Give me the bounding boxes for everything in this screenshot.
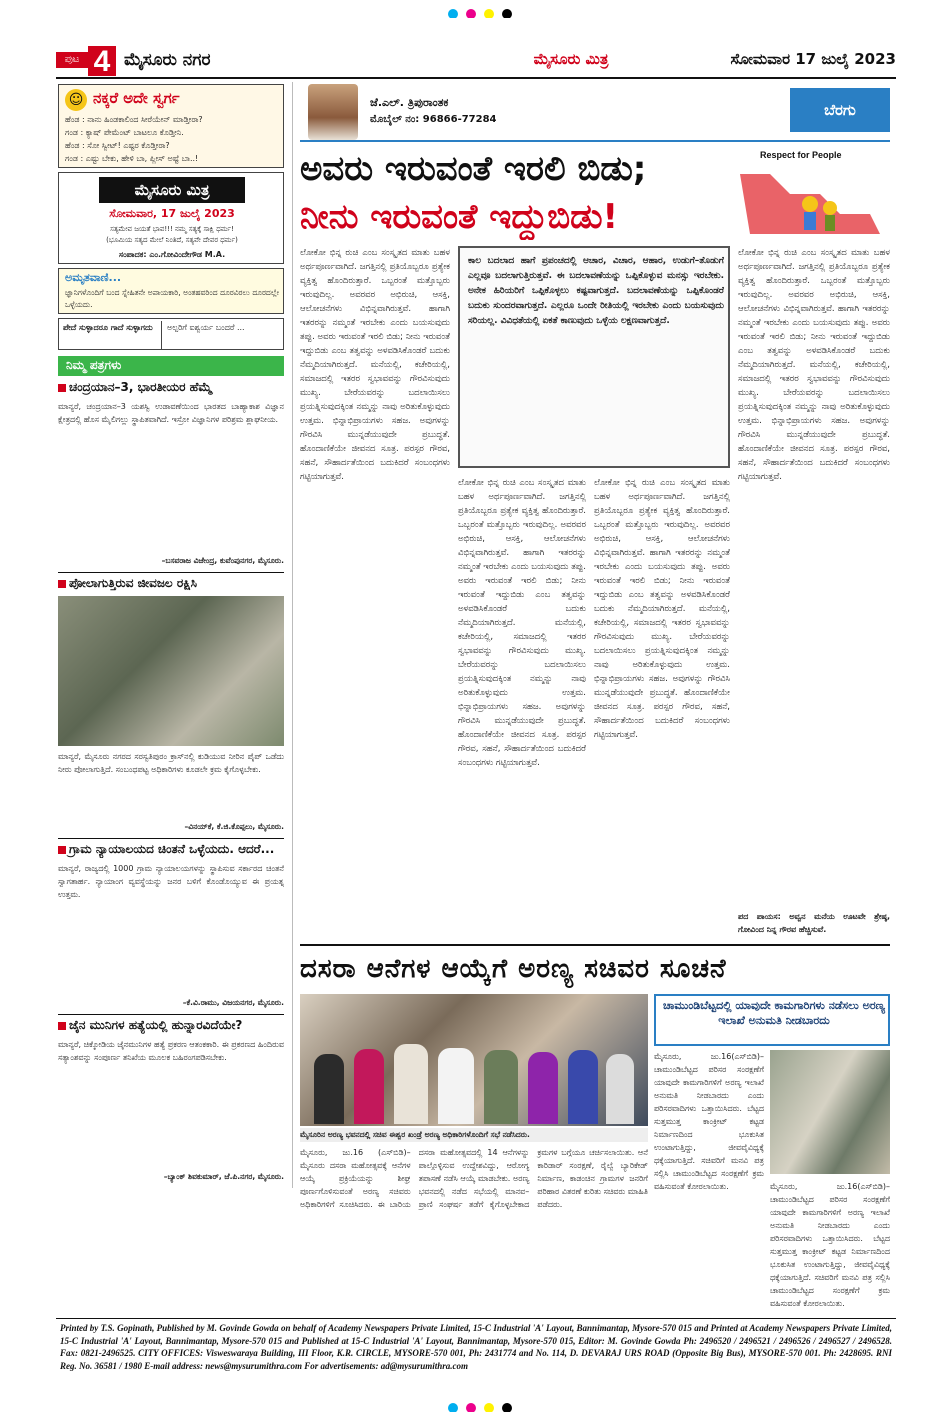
people-row [314, 1044, 634, 1124]
proverb-box [58, 318, 284, 350]
news-caption: ಮೈಸೂರಿನ ಅರಣ್ಯ ಭವನದಲ್ಲಿ ಸಚಿವ ಈಶ್ವರ ಖಂಡ್ರೆ ಅರಣ್ಯ ಅಧಿಕಾರಿಗಳೊಂದಿಗೆ ಸಭೆ ನಡೆಸಿದರು. [300, 1128, 648, 1142]
letter-sign: –ಬ್ಯಾಂಕ್ ಶಿವಕುಮಾರ್, ಜೆ.ಪಿ.ನಗರ, ಮೈಸೂರು. [163, 1172, 284, 1181]
masthead-editor: ಸಂಪಾದಕ: ಎಂ.ಗೋವಿಂದೇಗೌಡ M.A. [118, 250, 226, 259]
side-news-body: ಮೈಸೂರು, ಜು.16(ಎಸ್‌ಬಿಡಿ)– ಚಾಮುಂಡಿಬೆಟ್ಟದ ಪರಿಸರ ಸಂರಕ್ಷಣೆಗೆ ಯಾವುದೇ ಕಾಮಗಾರಿಗಳಿಗೆ ಅರಣ್ಯ ಇಲಾಖೆ ಅನುಮತಿ ನೀಡಬಾರದು ಎಂದು ಪರಿಸರವಾದಿಗಳು ಒತ್ತಾಯಿಸಿದರು. ಬೆಟ್ಟದ ಸುತ್ತಮುತ್ತ ಕಾಂಕ್ರೀಟ್ ಕಟ್ಟಡ ನಿರ್ಮಾಣದಿಂದ ಭೂಕುಸಿತ ಉಂಟಾಗುತ್ತಿದ್ದು, ಜೀವವೈವಿಧ್ಯಕ್ಕೆ ಧಕ್ಕೆಯಾಗುತ್ತಿದೆ. ಸಚಿವರಿಗೆ ಮನವಿ ಪತ್ರ ಸಲ್ಲಿಸಿ ಚಾಮುಂಡಿಬೆಟ್ಟದ ಸಂರಕ್ಷಣೆಗೆ ಕ್ರಮ ವಹಿಸುವಂತೆ ಕೋರಲಾಯಿತು. [770, 1182, 890, 1308]
divider [300, 944, 890, 946]
respect-graphic [730, 146, 890, 240]
letter-item [58, 1018, 284, 1188]
bullet-icon [58, 384, 66, 392]
bullet-icon [58, 580, 66, 588]
joke-line: ಗಂಡ : ಕ್ಯಾಷ್ ಪೇಮೆಂಟ್ ಬಾಟಲೂ ಕೊಡ್ತೀನಿ. [65, 128, 184, 137]
joke-title: ನಕ್ಕರೆ ಅದೇ ಸ್ವರ್ಗ [93, 89, 180, 107]
proverb-left: ಪೇದೆ ಸುಳ್ಳಾದರೂ ಗಾದೆ ಸುಳ್ಳಾಗದು [63, 323, 153, 332]
column-body: ಲೋಕೋ ಭಿನ್ನ ರುಚಿ ಎಂಬ ಸಂಸ್ಕೃತದ ಮಾತು ಬಹಳ ಅರ್ಥಪೂರ್ಣವಾಗಿದೆ. ಜಗತ್ತಿನಲ್ಲಿ ಪ್ರತಿಯೊಬ್ಬರೂ ಪ್ರತ್ಯೇಕ ವ್ಯಕ್ತಿತ್ವ ಹೊಂದಿರುತ್ತಾರೆ. ಒಬ್ಬರಂತೆ ಮತ್ತೊಬ್ಬರು ಇರುವುದಿಲ್ಲ. ಅವರವರ ಅಭಿರುಚಿ, ಆಸಕ್ತಿ, ಆಲೋಚನೆಗಳು ವಿಭಿನ್ನವಾಗಿರುತ್ತವೆ. ಹಾಗಾಗಿ ಇತರರನ್ನು ನಮ್ಮಂತೆ ಇರಬೇಕು ಎಂದು ಬಯಸುವುದು ತಪ್ಪು. ಅವರು ಇರುವಂತೆ ಇರಲಿ ಬಿಡು; ನೀನು ಇರುವಂತೆ ಇದ್ದುಬಿಡು ಎಂಬ ತತ್ವವನ್ನು ಅಳವಡಿಸಿಕೊಂಡರೆ ಬದುಕು ನೆಮ್ಮದಿಯಾಗಿರುತ್ತದೆ. ಮನೆಯಲ್ಲಿ, ಕಚೇರಿಯಲ್ಲಿ, ಸಮಾಜದಲ್ಲಿ ಇತರರ ಸ್ವಭಾವವನ್ನು ಗೌರವಿಸುವುದು ಮುಖ್ಯ. ಬೇರೆಯವರನ್ನು ಬದಲಾಯಿಸಲು ಪ್ರಯತ್ನಿಸುವುದಕ್ಕಿಂತ ನಮ್ಮನ್ನು ನಾವು ಅರಿತುಕೊಳ್ಳುವುದು ಉತ್ತಮ. ಭಿನ್ನಾಭಿಪ್ರಾಯಗಳು ಸಹಜ. ಅವುಗಳನ್ನು ಗೌರವಿಸಿ ಮುನ್ನಡೆಯುವುದೇ ಪ್ರಬುದ್ಧತೆ. ಹೊಂದಾಣಿಕೆಯೇ ಜೀವನದ ಸೂತ್ರ. ಪರಸ್ಪರ ಗೌರವ, ಸಹನೆ, ಸೌಹಾರ್ದತೆಯಿಂದ ಬದುಕಿದರೆ ಸಂಬಂಧಗಳು ಗಟ್ಟಿಯಾಗುತ್ತವೆ. [458, 478, 586, 768]
respect-label: Respect for People [760, 150, 842, 160]
side-news-photo [770, 1050, 890, 1174]
section-title: ಮೈಸೂರು ನಗರ [124, 50, 211, 70]
author-photo [308, 84, 358, 140]
letter-body: ಮಾನ್ಯರೆ, ಚಿಕ್ಕೋಡಿಯ ಜೈನಮುನಿಗಳ ಹತ್ಯೆ ಪ್ರಕರಣ ಆತಂಕಕಾರಿ. ಈ ಪ್ರಕರಣದ ಹಿಂದಿರುವ ಸತ್ಯಾಂಶವನ್ನು ಸಂಪೂರ್ಣ ತನಿಖೆಯ ಮೂಲಕ ಬಹಿರಂಗಪಡಿಸಬೇಕು. [58, 1040, 284, 1062]
letter-headline: ಚಂದ್ರಯಾನ–3, ಭಾರತೀಯರ ಹೆಮ್ಮೆ [58, 380, 284, 396]
masthead-date: ಸೋಮವಾರ, 17 ಜುಲೈ 2023 [109, 207, 235, 220]
amrutha-text: ಜ್ಞಾನಿಗಳೊಂದಿಗೆ ಬಂದ ಸ್ನೇಹಿತನೇ ಅಪಾಯಕಾರಿ, ಅಂತಹವರಿಂದ ದೂರವಿರಲು ದೂರದಲ್ಲೇ ಒಳ್ಳೆಯದು. [65, 288, 279, 309]
divider [58, 572, 284, 573]
stairs-icon [730, 164, 890, 240]
divider [58, 838, 284, 839]
letter-sign: –ಕೆ.ವಿ.ರಾಮು, ವಿಜಯನಗರ, ಮೈಸೂರು. [182, 998, 284, 1007]
imprint: Printed by T.S. Gopinath, Published by M. Govinde Gowda on behalf of Academy Newspapers Private Limited, 15-C Industrial 'A' Layout, Bannimantap, Mysore-570 015 and Printed at Academy Newspapers Private Limited, 15-C Industrial 'A' Layout, Bannimantap, Mysore-570 015 and Published at 15-C Industrial 'A' Layout, Bannimantap, Mysore-570 015, Editor: M. Govinde Gowda Ph: 2496520 / 2496521 / 2496526 / 2496527 / 2496528. Fax: 0821-2496525. CITY OFFICES: Visweswaraya Building, III Floor, K.R. CIRCLE, MYSORE-570 001, Ph: 2431774 and No. 114, D. DEVARAJ URS ROAD (Opposite Big Bus), MYSORE-570 001. Ph: 2428695. RNI Reg. No. 36581 / 1980 E-mail address: news@mysurumithra.com For advertisements: ad@mysurumithra.com [60, 1323, 892, 1371]
masthead: ಮೈಸೂರು ಮಿತ್ರ [533, 50, 609, 68]
page-date: ಸೋಮವಾರ 17 ಜುಲೈ 2023 [730, 50, 896, 68]
footer-rule [56, 1318, 896, 1319]
header-rule [56, 77, 896, 79]
pull-quote [458, 246, 730, 468]
letter-headline: ಜೈನ ಮುನಿಗಳ ಹತ್ಯೆಯಲ್ಲಿ ಹುನ್ನಾರವಿದೆಯೇ? [58, 1018, 284, 1034]
letter-photo [58, 596, 284, 746]
divider [58, 1014, 284, 1015]
page-number: 4 [88, 46, 116, 76]
amrutha-title: ಅಮೃತವಾಣಿ... [65, 271, 122, 284]
letter-item [58, 576, 284, 836]
letter-body: ಮಾನ್ಯರೆ, ಚಂದ್ರಯಾನ–3 ಯಶಸ್ವಿ ಉಡಾವಣೆಯಿಂದ ಭಾರತದ ಬಾಹ್ಯಾಕಾಶ ವಿಜ್ಞಾನ ಕ್ಷೇತ್ರದಲ್ಲಿ ಹೊಸ ಮೈಲಿಗಲ್ಲು ಸ್ಥಾಪಿತವಾಗಿದೆ. ಇಸ್ರೋ ವಿಜ್ಞಾನಿಗಳ ಪರಿಶ್ರಮ ಶ್ಲಾಘನೀಯ. [58, 402, 284, 424]
column-tag: ಬೆರಗು [790, 88, 890, 132]
letter-headline: ಪೋಲಾಗುತ್ತಿರುವ ಜೀವಜಲ ರಕ್ಷಿಸಿ [58, 576, 284, 592]
column-body: ಲೋಕೋ ಭಿನ್ನ ರುಚಿ ಎಂಬ ಸಂಸ್ಕೃತದ ಮಾತು ಬಹಳ ಅರ್ಥಪೂರ್ಣವಾಗಿದೆ. ಜಗತ್ತಿನಲ್ಲಿ ಪ್ರತಿಯೊಬ್ಬರೂ ಪ್ರತ್ಯೇಕ ವ್ಯಕ್ತಿತ್ವ ಹೊಂದಿರುತ್ತಾರೆ. ಒಬ್ಬರಂತೆ ಮತ್ತೊಬ್ಬರು ಇರುವುದಿಲ್ಲ. ಅವರವರ ಅಭಿರುಚಿ, ಆಸಕ್ತಿ, ಆಲೋಚನೆಗಳು ವಿಭಿನ್ನವಾಗಿರುತ್ತವೆ. ಹಾಗಾಗಿ ಇತರರನ್ನು ನಮ್ಮಂತೆ ಇರಬೇಕು ಎಂದು ಬಯಸುವುದು ತಪ್ಪು. ಅವರು ಇರುವಂತೆ ಇರಲಿ ಬಿಡು; ನೀನು ಇರುವಂತೆ ಇದ್ದುಬಿಡು ಎಂಬ ತತ್ವವನ್ನು ಅಳವಡಿಸಿಕೊಂಡರೆ ಬದುಕು ನೆಮ್ಮದಿಯಾಗಿರುತ್ತದೆ. ಮನೆಯಲ್ಲಿ, ಕಚೇರಿಯಲ್ಲಿ, ಸಮಾಜದಲ್ಲಿ ಇತರರ ಸ್ವಭಾವವನ್ನು ಗೌರವಿಸುವುದು ಮುಖ್ಯ. ಬೇರೆಯವರನ್ನು ಬದಲಾಯಿಸಲು ಪ್ರಯತ್ನಿಸುವುದಕ್ಕಿಂತ ನಮ್ಮನ್ನು ನಾವು ಅರಿತುಕೊಳ್ಳುವುದು ಉತ್ತಮ. ಭಿನ್ನಾಭಿಪ್ರಾಯಗಳು ಸಹಜ. ಅವುಗಳನ್ನು ಗೌರವಿಸಿ ಮುನ್ನಡೆಯುವುದೇ ಪ್ರಬುದ್ಧತೆ. ಹೊಂದಾಣಿಕೆಯೇ ಜೀವನದ ಸೂತ್ರ. ಪರಸ್ಪರ ಗೌರವ, ಸಹನೆ, ಸೌಹಾರ್ದತೆಯಿಂದ ಬದುಕಿದರೆ ಸಂಬಂಧಗಳು ಗಟ್ಟಿಯಾಗುತ್ತವೆ. [300, 248, 450, 482]
color-bar [420, 4, 540, 18]
joke-line: ಹೆಂಡ : ನಾನು ಹಿಂಡಕಾಲಿಂದ ಸೀರೆಯೇನ್ ಮಾಡ್ತೀರಾ? [65, 115, 203, 124]
author-mobile: ಮೊಬೈಲ್ ನಂ: 96866-77284 [370, 114, 497, 125]
laugh-icon: ☺ [65, 89, 87, 111]
news-headline: ದಸರಾ ಆನೆಗಳ ಆಯ್ಕೆಗೆ ಅರಣ್ಯ ಸಚಿವರ ಸೂಚನೆ [300, 954, 727, 984]
letter-body: ಮಾನ್ಯರೆ, ಮೈಸೂರು ನಗರದ ಸರಸ್ವತಿಪುರಂ ಕ್ರಾಸ್‌ನಲ್ಲಿ ಕುಡಿಯುವ ನೀರಿನ ಪೈಪ್ ಒಡೆದು ನೀರು ಪೋಲಾಗುತ್ತಿದೆ. ಸಂಬಂಧಪಟ್ಟ ಅಧಿಕಾರಿಗಳು ಕೂಡಲೇ ಕ್ರಮ ಕೈಗೊಳ್ಳಬೇಕು. [58, 752, 284, 774]
masthead-line: (ಭೂಮಿಯ ಸತ್ಯದ ಮೇಲೆ ನಿಂತಿದೆ, ಸತ್ಯವೇ ದೇವರ ಧರ್ಮ) [106, 236, 238, 244]
letter-sign: –ವಿನಯ್‌ಕೆ, ಕೆ.ಜಿ.ಕೊಪ್ಪಲು, ಮೈಸೂರು. [184, 822, 284, 831]
masthead-logo: ಮೈಸೂರು ಮಿತ್ರ [99, 177, 245, 203]
news-photo [300, 994, 648, 1126]
author-strip [300, 82, 890, 142]
bullet-icon [58, 846, 66, 854]
joke-box [58, 84, 284, 168]
pull-quote-text: ಕಾಲ ಬದಲಾದ ಹಾಗೆ ಪ್ರಪಂಚದಲ್ಲಿ ಆಚಾರ, ವಿಚಾರ, ಆಹಾರ, ಉಡುಗೆ–ತೊಡುಗೆ ಎಲ್ಲವೂ ಬದಲಾಗುತ್ತಿರುತ್ತವೆ. ಈ ಬದಲಾವಣೆಯನ್ನು ಒಪ್ಪಿಕೊಳ್ಳುವ ಮನಸ್ಸು ಇರಬೇಕು. ಅನೇಕ ಹಿರಿಯರಿಗೆ ಒಪ್ಪಿಕೊಳ್ಳಲು ಕಷ್ಟವಾಗುತ್ತದೆ. ಬದಲಾವಣೆಯನ್ನು ಒಪ್ಪಿಕೊಂಡರೆ ಬದುಕು ಸುಂದರವಾಗುತ್ತದೆ. ಎಲ್ಲರೂ ಒಂದೇ ರೀತಿಯಲ್ಲಿ ಇರಬೇಕು ಎಂದು ಬಯಸುವುದು ಸರಿಯಲ್ಲ. ವಿವಿಧತೆಯಲ್ಲಿ ಏಕತೆ ಕಾಣುವುದು ಒಳ್ಳೆಯ ಲಕ್ಷಣವಾಗುತ್ತದೆ. [468, 256, 724, 326]
letters-banner [58, 356, 284, 376]
page-header [56, 46, 896, 76]
letter-item [58, 380, 284, 570]
masthead-box [58, 172, 284, 264]
side-news-body: ಮೈಸೂರು, ಜು.16(ಎಸ್‌ಬಿಡಿ)– ಚಾಮುಂಡಿಬೆಟ್ಟದ ಪರಿಸರ ಸಂರಕ್ಷಣೆಗೆ ಯಾವುದೇ ಕಾಮಗಾರಿಗಳಿಗೆ ಅರಣ್ಯ ಇಲಾಖೆ ಅನುಮತಿ ನೀಡಬಾರದು ಎಂದು ಪರಿಸರವಾದಿಗಳು ಒತ್ತಾಯಿಸಿದರು. ಬೆಟ್ಟದ ಸುತ್ತಮುತ್ತ ಕಾಂಕ್ರೀಟ್ ಕಟ್ಟಡ ನಿರ್ಮಾಣದಿಂದ ಭೂಕುಸಿತ ಉಂಟಾಗುತ್ತಿದ್ದು, ಜೀವವೈವಿಧ್ಯಕ್ಕೆ ಧಕ್ಕೆಯಾಗುತ್ತಿದೆ. ಸಚಿವರಿಗೆ ಮನವಿ ಪತ್ರ ಸಲ್ಲಿಸಿ ಚಾಮುಂಡಿಬೆಟ್ಟದ ಸಂರಕ್ಷಣೆಗೆ ಕ್ರಮ ವಹಿಸುವಂತೆ ಕೋರಲಾಯಿತು. [654, 1052, 764, 1191]
column-separator [292, 82, 293, 1188]
amrutha-box [58, 268, 284, 314]
joke-line: ಗಂಡ : ಎಷ್ಟು ಬೇಕು, ಹೇಳಿ ಬಾ, ಪ್ಲೀಸ್ ಅಷ್ಟೆ ಬಾ..! [65, 154, 199, 163]
letters-title: ನಿಮ್ಮ ಪತ್ರಗಳು [66, 358, 122, 372]
headline-box [300, 146, 720, 240]
masthead-line: ಸತ್ಯಮೇವ ಜಯತೆ ಭಾವ!!! ನಮ್ಮ ಸತ್ಯಕ್ಕೆ ಸಾಕ್ಷಿ ಧರ್ಮ! [110, 225, 234, 233]
proverb-divider [161, 321, 162, 349]
page-label: ಪುಟ [56, 52, 88, 68]
headline-line1: ಅವರು ಇರುವಂತೆ ಇರಲಿ ಬಿಡು; [300, 149, 647, 189]
news-body: ಮೈಸೂರು, ಜು.16 (ಎಸ್‌ಬಿಡಿ)– ಮೈಸೂರು ದಸರಾ ಮಹೋತ್ಸವಕ್ಕೆ ಆನೆಗಳ ಆಯ್ಕೆ ಪ್ರಕ್ರಿಯೆಯನ್ನು ಶೀಘ್ರ ಪೂರ್ಣಗೊಳಿಸುವಂತೆ ಅರಣ್ಯ ಸಚಿವರು ಅಧಿಕಾರಿಗಳಿಗೆ ಸೂಚಿಸಿದರು. ಈ ಬಾರಿಯ ದಸರಾ ಮಹೋತ್ಸವದಲ್ಲಿ 14 ಆನೆಗಳನ್ನು ಪಾಲ್ಗೊಳ್ಳಿಸುವ ಉದ್ದೇಶವಿದ್ದು, ಆರೋಗ್ಯ ತಪಾಸಣೆ ನಡೆಸಿ ಆಯ್ಕೆ ಮಾಡಬೇಕು. ಅರಣ್ಯ ಭವನದಲ್ಲಿ ನಡೆದ ಸಭೆಯಲ್ಲಿ ಮಾನವ–ಪ್ರಾಣಿ ಸಂಘರ್ಷ ತಡೆಗೆ ಕೈಗೊಳ್ಳಬೇಕಾದ ಕ್ರಮಗಳ ಬಗ್ಗೆಯೂ ಚರ್ಚಿಸಲಾಯಿತು. ಆನೆ ಕಾರಿಡಾರ್ ಸಂರಕ್ಷಣೆ, ರೈಲ್ವೆ ಬ್ಯಾರಿಕೇಡ್ ನಿರ್ಮಾಣ, ಕಾಡಂಚಿನ ಗ್ರಾಮಗಳ ಜನರಿಗೆ ಪರಿಹಾರ ವಿತರಣೆ ಕುರಿತು ಸಚಿವರು ಮಾಹಿತಿ ಪಡೆದರು. [300, 1148, 648, 1209]
letter-headline: ಗ್ರಾಮ ನ್ಯಾಯಾಲಯದ ಚಿಂತನೆ ಒಳ್ಳೆಯದು. ಆದರೆ... [58, 842, 284, 858]
headline-line2: ನೀನು ಇರುವಂತೆ ಇದ್ದುಬಿಡು! [300, 197, 619, 237]
letter-item [58, 842, 284, 1012]
letter-body: ಮಾನ್ಯರೆ, ರಾಜ್ಯದಲ್ಲಿ 1000 ಗ್ರಾಮ ನ್ಯಾಯಾಲಯಗಳನ್ನು ಸ್ಥಾಪಿಸುವ ಸರ್ಕಾರದ ಚಿಂತನೆ ಸ್ವಾಗತಾರ್ಹ. ನ್ಯಾಯಾಂಗ ವ್ಯವಸ್ಥೆಯನ್ನು ಜನರ ಬಳಿಗೆ ಕೊಂಡೊಯ್ಯುವ ಈ ಪ್ರಯತ್ನ ಉತ್ತಮ. [58, 864, 284, 899]
joke-line: ಹೆಂಡ : ಸೋ ಸ್ವೀಟ್! ಎಷ್ಟರ ಕೊಡ್ತೀರಾ? [65, 141, 170, 150]
side-news-headline: ಚಾಮುಂಡಿಬೆಟ್ಟದಲ್ಲಿ ಯಾವುದೇ ಕಾಮಗಾರಿಗಳು ನಡೆಸಲು ಅರಣ್ಯ ಇಲಾಖೆ ಅನುಮತಿ ನೀಡಬಾರದು [663, 999, 885, 1027]
column-body: ಲೋಕೋ ಭಿನ್ನ ರುಚಿ ಎಂಬ ಸಂಸ್ಕೃತದ ಮಾತು ಬಹಳ ಅರ್ಥಪೂರ್ಣವಾಗಿದೆ. ಜಗತ್ತಿನಲ್ಲಿ ಪ್ರತಿಯೊಬ್ಬರೂ ಪ್ರತ್ಯೇಕ ವ್ಯಕ್ತಿತ್ವ ಹೊಂದಿರುತ್ತಾರೆ. ಒಬ್ಬರಂತೆ ಮತ್ತೊಬ್ಬರು ಇರುವುದಿಲ್ಲ. ಅವರವರ ಅಭಿರುಚಿ, ಆಸಕ್ತಿ, ಆಲೋಚನೆಗಳು ವಿಭಿನ್ನವಾಗಿರುತ್ತವೆ. ಹಾಗಾಗಿ ಇತರರನ್ನು ನಮ್ಮಂತೆ ಇರಬೇಕು ಎಂದು ಬಯಸುವುದು ತಪ್ಪು. ಅವರು ಇರುವಂತೆ ಇರಲಿ ಬಿಡು; ನೀನು ಇರುವಂತೆ ಇದ್ದುಬಿಡು ಎಂಬ ತತ್ವವನ್ನು ಅಳವಡಿಸಿಕೊಂಡರೆ ಬದುಕು ನೆಮ್ಮದಿಯಾಗಿರುತ್ತದೆ. ಮನೆಯಲ್ಲಿ, ಕಚೇರಿಯಲ್ಲಿ, ಸಮಾಜದಲ್ಲಿ ಇತರರ ಸ್ವಭಾವವನ್ನು ಗೌರವಿಸುವುದು ಮುಖ್ಯ. ಬೇರೆಯವರನ್ನು ಬದಲಾಯಿಸಲು ಪ್ರಯತ್ನಿಸುವುದಕ್ಕಿಂತ ನಮ್ಮನ್ನು ನಾವು ಅರಿತುಕೊಳ್ಳುವುದು ಉತ್ತಮ. ಭಿನ್ನಾಭಿಪ್ರಾಯಗಳು ಸಹಜ. ಅವುಗಳನ್ನು ಗೌರವಿಸಿ ಮುನ್ನಡೆಯುವುದೇ ಪ್ರಬುದ್ಧತೆ. ಹೊಂದಾಣಿಕೆಯೇ ಜೀವನದ ಸೂತ್ರ. ಪರಸ್ಪರ ಗೌರವ, ಸಹನೆ, ಸೌಹಾರ್ದತೆಯಿಂದ ಬದುಕಿದರೆ ಸಂಬಂಧಗಳು ಗಟ್ಟಿಯಾಗುತ್ತವೆ. [594, 478, 730, 740]
color-bar [420, 1398, 540, 1412]
author-name: ಜೆ.ಎಲ್. ತ್ರಿಪುರಾಂತಕ [370, 96, 449, 109]
side-news-box [654, 994, 890, 1046]
bullet-icon [58, 1022, 66, 1030]
letter-sign: –ಬಸವರಾಜ ವಿಜೇಂದ್ರ, ಕುವೆಂಪುನಗರ, ಮೈಸೂರು. [161, 556, 284, 565]
column-footer: ಪದ ಪಾಯಸ: ಅವ್ವನ ಮನೆಯ ಊಟವೇ ಶ್ರೇಷ್ಠ, ಗೋವಿಂದ ನಿನ್ನ ಗೌರವ ಹೆಚ್ಚಿಸುವೆ. [738, 912, 890, 934]
proverb-right: ಅಲ್ಪರಿಗೆ ಐಶ್ವರ್ಯ ಬಂದರೆ ... [167, 323, 245, 332]
column-body: ಲೋಕೋ ಭಿನ್ನ ರುಚಿ ಎಂಬ ಸಂಸ್ಕೃತದ ಮಾತು ಬಹಳ ಅರ್ಥಪೂರ್ಣವಾಗಿದೆ. ಜಗತ್ತಿನಲ್ಲಿ ಪ್ರತಿಯೊಬ್ಬರೂ ಪ್ರತ್ಯೇಕ ವ್ಯಕ್ತಿತ್ವ ಹೊಂದಿರುತ್ತಾರೆ. ಒಬ್ಬರಂತೆ ಮತ್ತೊಬ್ಬರು ಇರುವುದಿಲ್ಲ. ಅವರವರ ಅಭಿರುಚಿ, ಆಸಕ್ತಿ, ಆಲೋಚನೆಗಳು ವಿಭಿನ್ನವಾಗಿರುತ್ತವೆ. ಹಾಗಾಗಿ ಇತರರನ್ನು ನಮ್ಮಂತೆ ಇರಬೇಕು ಎಂದು ಬಯಸುವುದು ತಪ್ಪು. ಅವರು ಇರುವಂತೆ ಇರಲಿ ಬಿಡು; ನೀನು ಇರುವಂತೆ ಇದ್ದುಬಿಡು ಎಂಬ ತತ್ವವನ್ನು ಅಳವಡಿಸಿಕೊಂಡರೆ ಬದುಕು ನೆಮ್ಮದಿಯಾಗಿರುತ್ತದೆ. ಮನೆಯಲ್ಲಿ, ಕಚೇರಿಯಲ್ಲಿ, ಸಮಾಜದಲ್ಲಿ ಇತರರ ಸ್ವಭಾವವನ್ನು ಗೌರವಿಸುವುದು ಮುಖ್ಯ. ಬೇರೆಯವರನ್ನು ಬದಲಾಯಿಸಲು ಪ್ರಯತ್ನಿಸುವುದಕ್ಕಿಂತ ನಮ್ಮನ್ನು ನಾವು ಅರಿತುಕೊಳ್ಳುವುದು ಉತ್ತಮ. ಭಿನ್ನಾಭಿಪ್ರಾಯಗಳು ಸಹಜ. ಅವುಗಳನ್ನು ಗೌರವಿಸಿ ಮುನ್ನಡೆಯುವುದೇ ಪ್ರಬುದ್ಧತೆ. ಹೊಂದಾಣಿಕೆಯೇ ಜೀವನದ ಸೂತ್ರ. ಪರಸ್ಪರ ಗೌರವ, ಸಹನೆ, ಸೌಹಾರ್ದತೆಯಿಂದ ಬದುಕಿದರೆ ಸಂಬಂಧಗಳು ಗಟ್ಟಿಯಾಗುತ್ತವೆ. [738, 248, 890, 482]
